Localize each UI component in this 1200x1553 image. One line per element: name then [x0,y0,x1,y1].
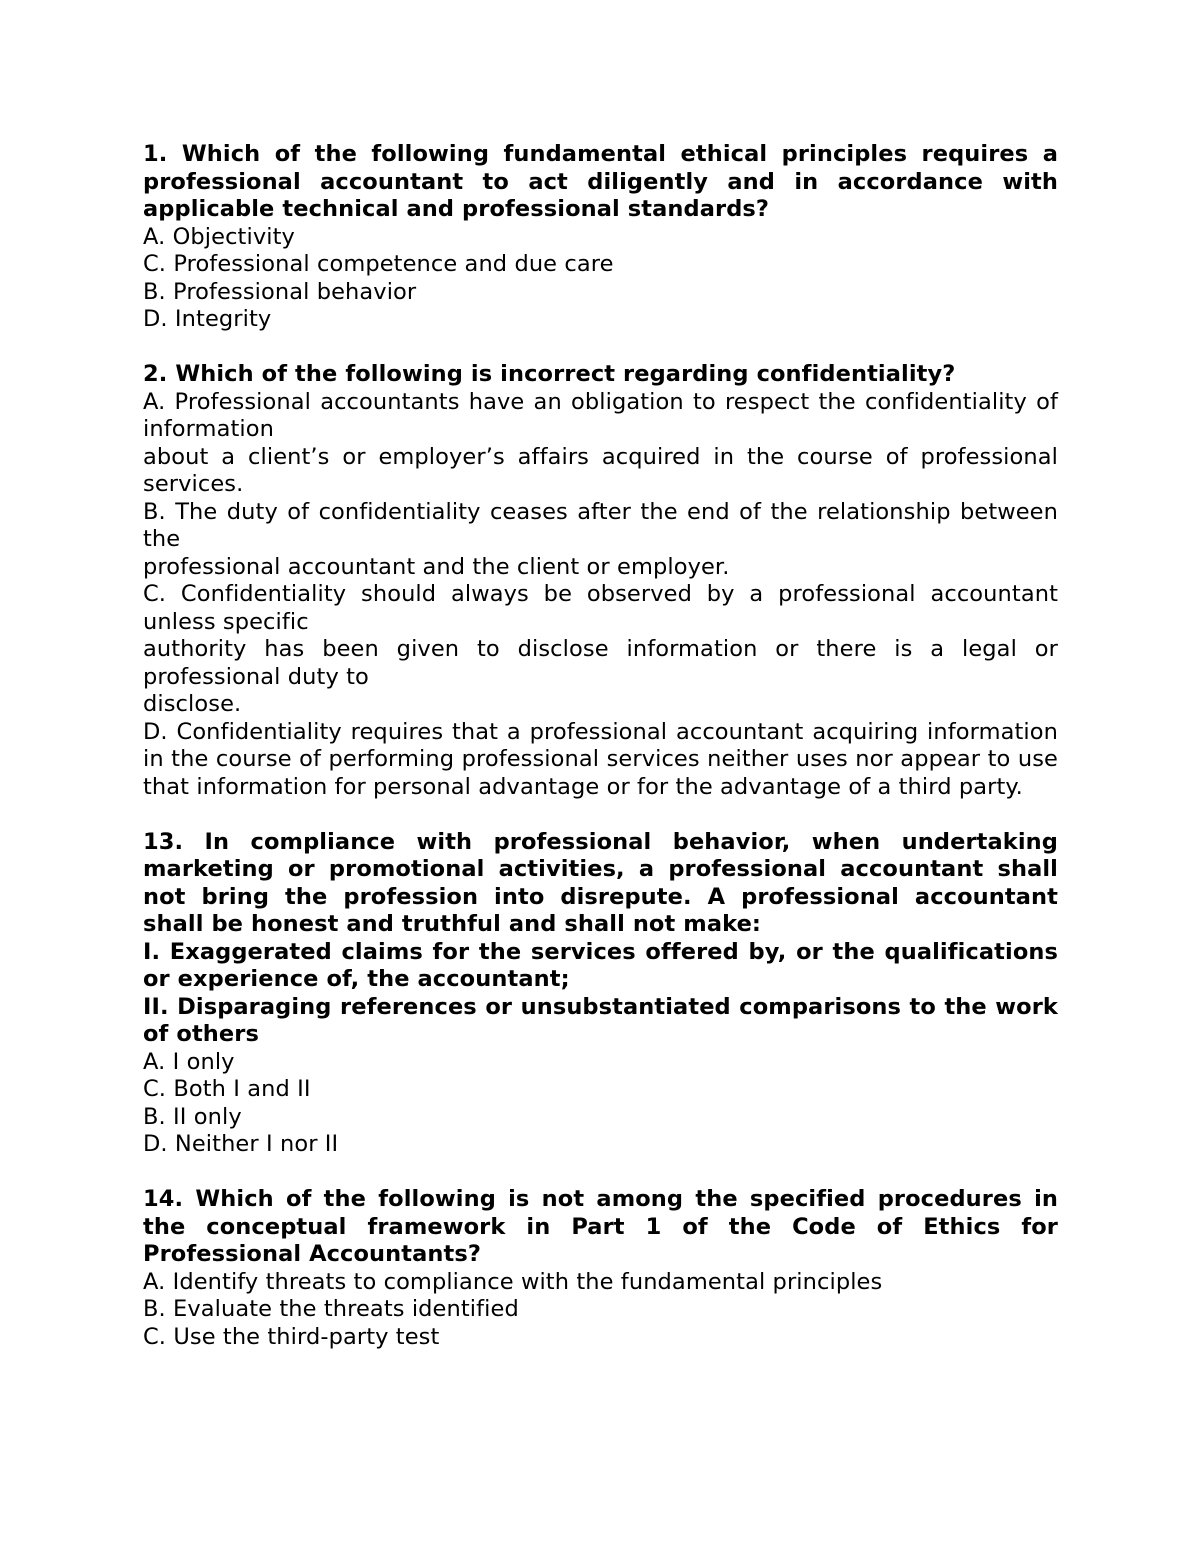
question-stem [143,141,1058,224]
answer-option-continuation: authority has been given to disclose information or there is a legal or professional duty to [143,636,1058,690]
document-page [143,141,1058,1379]
question-stem [143,829,1058,1049]
answer-option: C. Both I and II [143,1076,311,1102]
question-text: 1. Which of the following fundamental ethical principles requires a professional accountant to act diligently and in accordance with applicable technical and professional standards? [143,141,1058,222]
question-stem [143,1186,1058,1269]
question-text: 13. In compliance with professional behavior, when undertaking marketing or promotional activities, a professional accountant shall not bring the profession into disrepute. A professional accountant shall be honest and truthful and shall not make: [143,828,1058,937]
answer-option: D. Integrity [143,306,272,332]
answer-option: C. Confidentiality should always be observed by a professional accountant unless specific [143,581,1058,635]
question-text: 2. Which of the following is incorrect regarding confidentiality? [143,361,956,387]
question-14 [143,1186,1058,1351]
answer-option: C. Professional competence and due care [143,251,614,277]
question-2 [143,361,1058,801]
answer-option-continuation: about a client’s or employer’s affairs acquired in the course of professional services. [143,443,1058,497]
answer-option: B. Evaluate the threats identified [143,1296,519,1322]
answer-option: A. Professional accountants have an obligation to respect the confidentiality of information [143,388,1058,442]
answer-option: B. The duty of confidentiality ceases after the end of the relationship between the [143,498,1058,552]
question-text: 14. Which of the following is not among the specified procedures in the conceptual framework in Part 1 of the Code of Ethics for Professional Accountants? [143,1186,1058,1267]
answer-option: A. Objectivity [143,223,295,250]
answer-option: A. Identify threats to compliance with the fundamental principles [143,1268,883,1295]
answer-option: D. Neither I nor II [143,1131,339,1157]
statement-i: I. Exaggerated claims for the services offered by, or the qualifications or experience of, the accountant; [143,938,1058,992]
answer-option-continuation: disclose. [143,691,242,717]
statement-ii: II. Disparaging references or unsubstantiated comparisons to the work of others [143,993,1058,1047]
answer-option: C. Use the third-party test [143,1323,440,1350]
question-13 [143,829,1058,1159]
answer-option: B. Professional behavior [143,278,417,305]
question-1 [143,141,1058,334]
answer-option: B. II only [143,1103,242,1130]
answer-option: D. Confidentiality requires that a professional accountant acquiring information in the course of performing professional services neither uses nor appear to use that information for personal advantage or for the advantage of a third party. [143,718,1058,800]
answer-option-continuation: professional accountant and the client or employer. [143,553,730,580]
answer-option: A. I only [143,1048,235,1075]
question-stem [143,361,1058,389]
